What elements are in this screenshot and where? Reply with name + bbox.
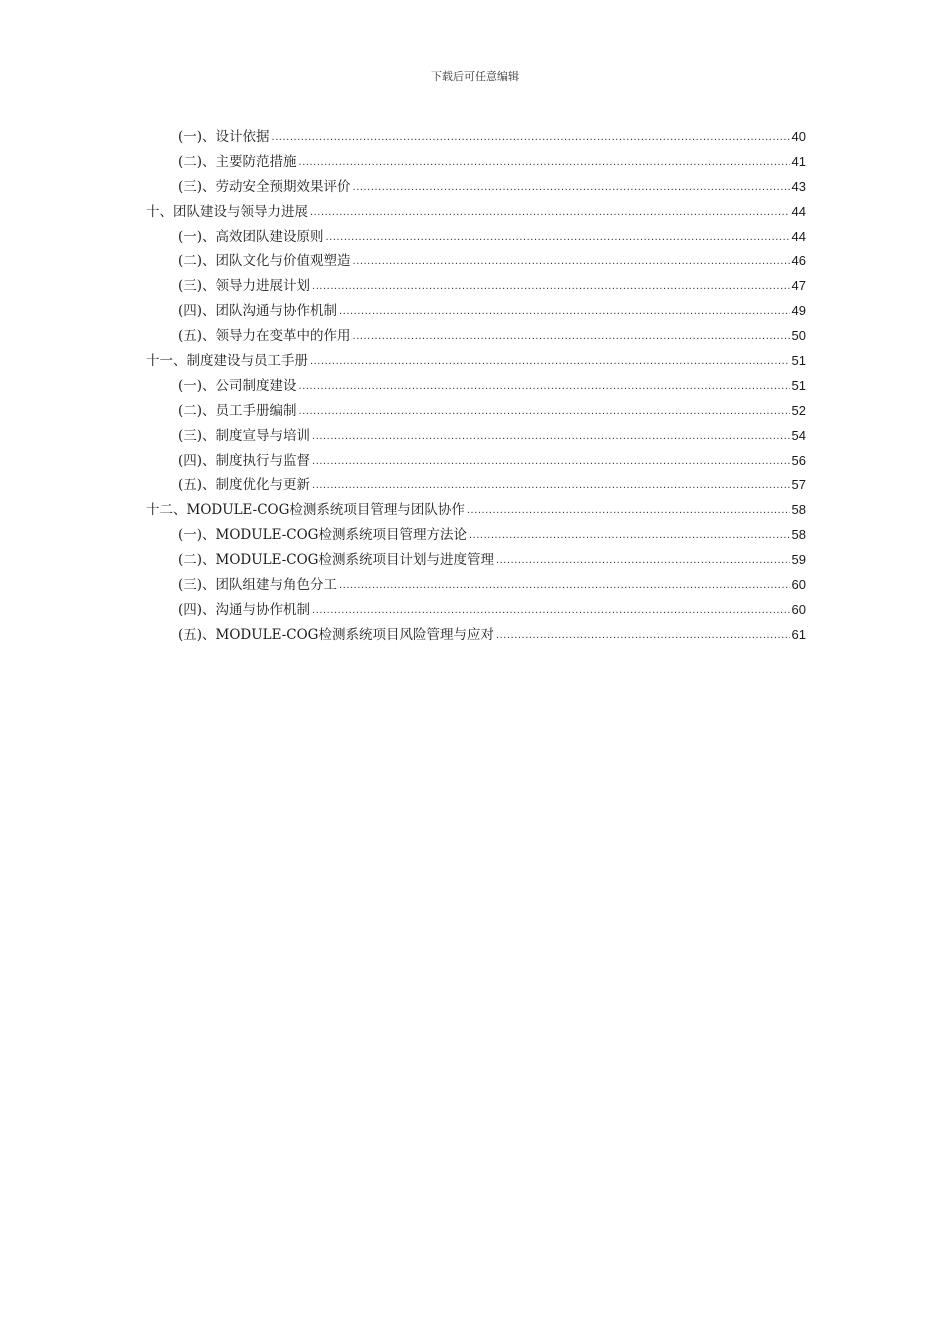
toc-entry-page: 60: [791, 601, 806, 617]
toc-leader-dots: [310, 349, 790, 374]
toc-entry-title: (一)、高效团队建设原则: [178, 228, 324, 245]
toc-entry[interactable]: [146, 498, 806, 523]
toc-entry-title: (五)、领导力在变革中的作用: [178, 328, 351, 345]
toc-leader-dots: [312, 274, 789, 299]
toc-entry[interactable]: [146, 225, 806, 250]
toc-leader-dots: [339, 573, 789, 598]
toc-leader-dots: [326, 225, 790, 250]
toc-entry-page: 60: [791, 577, 806, 593]
page-header: 下载后可任意编辑: [431, 70, 519, 83]
toc-entry-page: 56: [791, 452, 806, 468]
toc-entry-title: (一)、公司制度建设: [178, 377, 297, 394]
toc-entry[interactable]: [146, 125, 806, 150]
toc-entry-title: (三)、制度宣导与培训: [178, 427, 311, 444]
toc-entry-page: 44: [791, 203, 806, 219]
toc-leader-dots: [496, 623, 790, 648]
toc-entry[interactable]: [146, 449, 806, 474]
toc-entry-title: (二)、主要防范措施: [178, 153, 297, 170]
toc-entry-title: (二)、员工手册编制: [178, 402, 297, 419]
toc-leader-dots: [312, 473, 789, 498]
toc-leader-dots: [353, 249, 790, 274]
toc-entry-title: (三)、团队组建与角色分工: [178, 577, 338, 594]
toc-entry-title: (二)、团队文化与价值观塑造: [178, 253, 351, 270]
toc-entry-title: (二)、MODULE-COG检测系统项目计划与进度管理: [178, 552, 494, 569]
toc-leader-dots: [339, 299, 789, 324]
toc-entry-title: (四)、制度执行与监督: [178, 452, 311, 469]
toc-entry-page: 47: [791, 278, 806, 294]
toc-entry[interactable]: [146, 548, 806, 573]
toc-entry-title: 十、团队建设与领导力进展: [146, 203, 308, 220]
toc-leader-dots: [353, 324, 790, 349]
toc-leader-dots: [312, 449, 789, 474]
toc-entry[interactable]: [146, 598, 806, 623]
toc-entry[interactable]: [146, 150, 806, 175]
toc-entry-page: 43: [791, 178, 806, 194]
toc-entry-page: 44: [791, 228, 806, 244]
toc-entry-page: 54: [791, 427, 806, 443]
toc-entry[interactable]: [146, 299, 806, 324]
toc-entry[interactable]: [146, 399, 806, 424]
toc-entry[interactable]: [146, 623, 806, 648]
toc-entry[interactable]: [146, 349, 806, 374]
toc-leader-dots: [312, 598, 789, 623]
toc-entry[interactable]: [146, 249, 806, 274]
toc-entry-page: 40: [791, 128, 806, 144]
toc-entry-title: (一)、设计依据: [178, 128, 270, 145]
toc-entry-title: 十一、制度建设与员工手册: [146, 353, 308, 369]
toc-leader-dots: [353, 175, 790, 200]
toc-entry-page: 51: [791, 353, 806, 368]
toc-entry-page: 52: [791, 402, 806, 418]
toc-entry[interactable]: [146, 374, 806, 399]
toc-entry[interactable]: [146, 523, 806, 548]
toc-entry[interactable]: [146, 573, 806, 598]
toc-leader-dots: [496, 548, 790, 573]
toc-entry-title: 十二、MODULE-COG检测系统项目管理与团队协作: [146, 502, 465, 519]
toc-leader-dots: [310, 200, 790, 225]
toc-entry-title: (五)、制度优化与更新: [178, 477, 311, 494]
toc-entry-title: (三)、领导力进展计划: [178, 278, 311, 295]
toc-leader-dots: [272, 125, 790, 150]
toc-entry[interactable]: [146, 175, 806, 200]
toc-leader-dots: [299, 150, 790, 175]
toc-entry[interactable]: [146, 424, 806, 449]
toc-entry-page: 61: [791, 626, 806, 642]
toc-entry-page: 50: [791, 328, 806, 344]
toc-entry-page: 58: [791, 502, 806, 518]
toc-leader-dots: [467, 498, 790, 523]
toc-entry-title: (一)、MODULE-COG检测系统项目管理方法论: [178, 527, 467, 544]
toc-entry-title: (三)、劳动安全预期效果评价: [178, 178, 351, 195]
toc-leader-dots: [299, 399, 790, 424]
toc-entry-page: 58: [791, 527, 806, 543]
toc-entry-title: (四)、沟通与协作机制: [178, 601, 311, 618]
toc-entry-page: 59: [791, 552, 806, 568]
toc-entry-title: (四)、团队沟通与协作机制: [178, 303, 338, 320]
toc-entry-page: 46: [791, 253, 806, 269]
toc-entry[interactable]: [146, 200, 806, 225]
toc-entry-title: (五)、MODULE-COG检测系统项目风险管理与应对: [178, 626, 494, 643]
toc-entry-page: 57: [791, 477, 806, 493]
toc-entry[interactable]: [146, 274, 806, 299]
toc-entry-page: 49: [791, 303, 806, 319]
toc-leader-dots: [469, 523, 790, 548]
toc-entry[interactable]: [146, 324, 806, 349]
toc-leader-dots: [312, 424, 789, 449]
toc-entry-page: 41: [791, 153, 806, 169]
toc-leader-dots: [299, 374, 790, 399]
toc-entry-page: 51: [791, 377, 806, 393]
toc-entry[interactable]: [146, 473, 806, 498]
table-of-contents: [146, 125, 806, 648]
